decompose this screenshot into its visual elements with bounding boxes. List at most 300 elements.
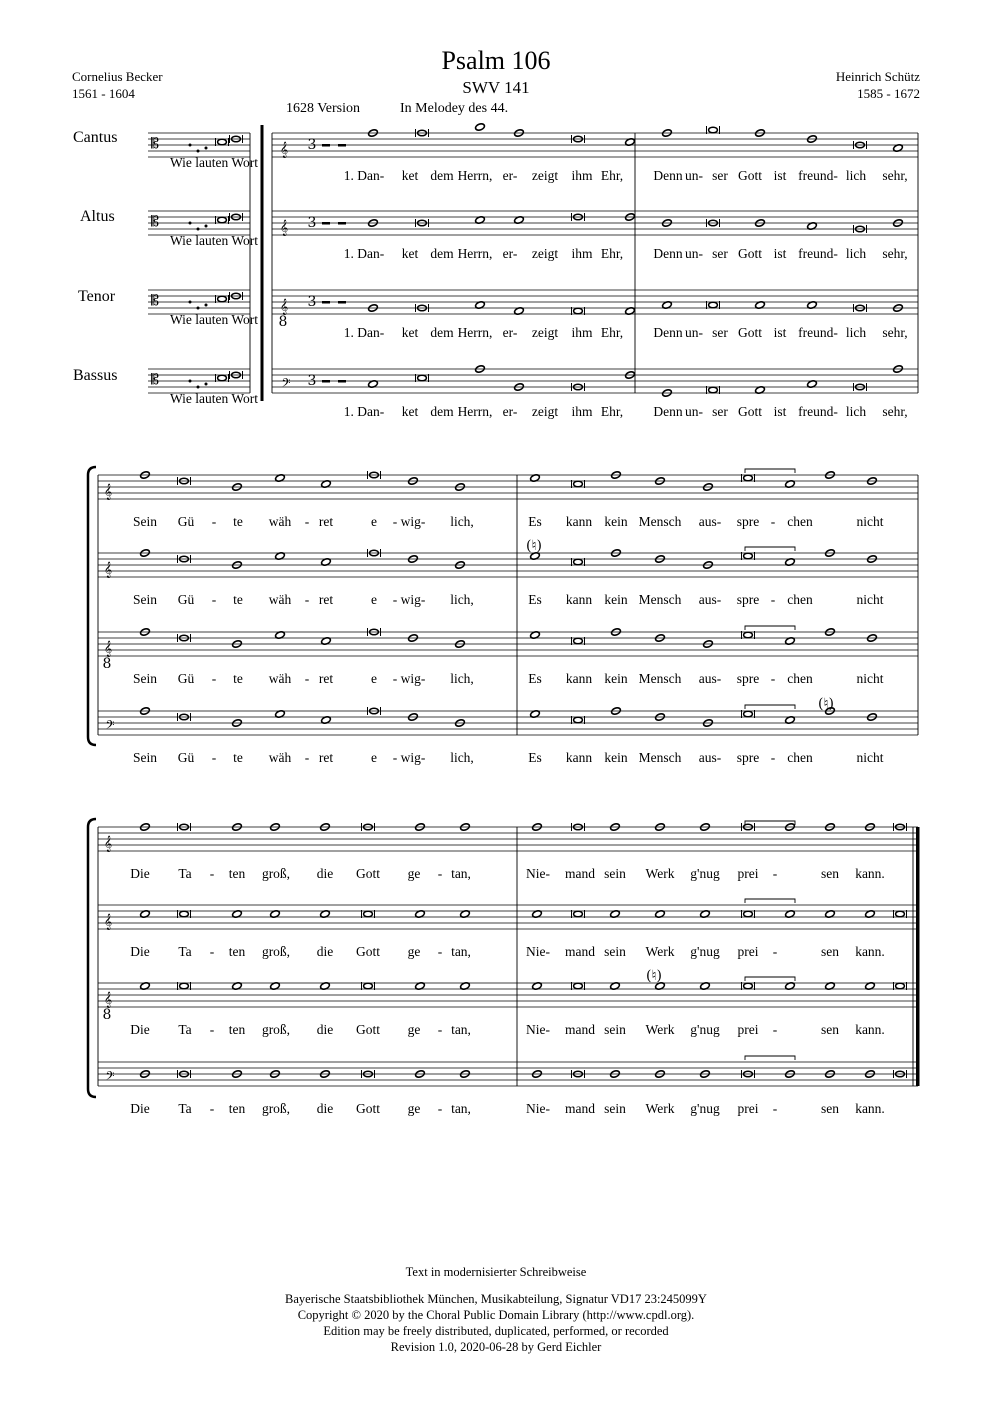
lyric-syllable: freund- bbox=[798, 246, 838, 261]
lyric-syllable: un- bbox=[685, 404, 703, 419]
incipit-note bbox=[218, 375, 227, 381]
lyric-syllable: chen bbox=[787, 592, 813, 607]
poet-name: Cornelius Becker bbox=[72, 69, 163, 84]
lyric-syllable: sein bbox=[604, 866, 626, 881]
lyric-syllable: wäh bbox=[268, 514, 292, 529]
lyric-syllable: die bbox=[316, 1022, 334, 1037]
lyric-syllable: ser bbox=[712, 325, 728, 340]
lyric-syllable: Die bbox=[130, 866, 150, 881]
footer-copyright: Copyright © 2020 by the Choral Public Domain Library (http://www.cpdl.org). bbox=[297, 1308, 695, 1322]
lyric-syllable: Gü bbox=[177, 514, 195, 529]
rest bbox=[338, 380, 346, 383]
lyric-syllable: wig- bbox=[400, 592, 426, 607]
note bbox=[418, 375, 427, 381]
lyric-syllable: sen bbox=[821, 944, 839, 959]
lyric-syllable: g'nug bbox=[690, 1022, 720, 1037]
lyric-syllable: Mensch bbox=[638, 671, 682, 686]
lyric-syllable: spre bbox=[736, 514, 760, 529]
lyric-syllable: e bbox=[371, 671, 377, 686]
lyric-syllable: Sein bbox=[132, 514, 158, 529]
lyric-syllable: Es bbox=[528, 671, 542, 686]
lyric-syllable: Die bbox=[130, 1101, 150, 1116]
lyric-syllable: nicht bbox=[856, 750, 884, 765]
incipit-caption: Wie lauten Wort bbox=[169, 155, 259, 170]
voice-name-tenor: Tenor bbox=[78, 288, 116, 305]
lyric-syllable: Gü bbox=[177, 592, 195, 607]
editorial-accidental: (♮) bbox=[646, 968, 662, 984]
lyric-syllable: freund- bbox=[798, 325, 838, 340]
lyric-syllable: kein bbox=[604, 750, 628, 765]
bass-clef-icon: 𝄢 bbox=[281, 377, 291, 393]
lyric-syllable: die bbox=[316, 866, 334, 881]
lyric-syllable: nicht bbox=[856, 592, 884, 607]
lyric-syllable: - bbox=[437, 1101, 443, 1116]
note bbox=[574, 308, 583, 314]
lyric-syllable: Nie- bbox=[526, 1101, 550, 1116]
lyric-syllable: un- bbox=[685, 168, 703, 183]
footer-source: Bayerische Staatsbibliothek München, Musikabteilung, Signatur VD17 23:245099Y bbox=[285, 1292, 707, 1306]
lyric-syllable: e bbox=[371, 750, 377, 765]
lyric-syllable: - bbox=[392, 514, 398, 529]
lyric-syllable: kein bbox=[604, 671, 628, 686]
note bbox=[180, 983, 189, 989]
lyric-syllable: mand bbox=[565, 1101, 595, 1116]
lyric-syllable: er- bbox=[502, 246, 518, 261]
lyric-syllable: un- bbox=[685, 325, 703, 340]
lyric-syllable: ist bbox=[773, 404, 787, 419]
lyric-syllable: ket bbox=[401, 325, 419, 340]
note bbox=[574, 911, 583, 917]
incipit-neume bbox=[205, 383, 208, 386]
lyric-syllable: 1. Dan- bbox=[343, 168, 385, 183]
lyric-syllable: te bbox=[233, 592, 243, 607]
lyric-syllable: Herrn, bbox=[457, 246, 493, 261]
lyric-syllable: Die bbox=[130, 1022, 150, 1037]
lyric-syllable: te bbox=[233, 750, 243, 765]
incipit-caption: Wie lauten Wort bbox=[169, 391, 259, 406]
bass-clef-icon: 𝄢 bbox=[105, 1070, 115, 1086]
lyric-syllable: ret bbox=[318, 592, 334, 607]
lyric-syllable: 1. Dan- bbox=[343, 404, 385, 419]
lyric-syllable: sehr, bbox=[882, 325, 908, 340]
treble-clef-icon: 𝄞 bbox=[103, 914, 113, 930]
lyric-syllable: Ehr, bbox=[600, 404, 624, 419]
lyric-syllable: Ta bbox=[178, 944, 192, 959]
rest bbox=[322, 222, 330, 225]
lyric-syllable: Gott bbox=[355, 1022, 381, 1037]
lyric-syllable: ihm bbox=[571, 404, 593, 419]
voice-name-cantus: Cantus bbox=[73, 129, 118, 146]
lyric-syllable: - bbox=[304, 592, 310, 607]
editorial-accidental: (♮) bbox=[526, 538, 542, 554]
lyric-syllable: sehr, bbox=[882, 404, 908, 419]
lyric-syllable: ge bbox=[407, 944, 421, 959]
lyric-syllable: ist bbox=[773, 246, 787, 261]
lyric-syllable: Werk bbox=[645, 944, 675, 959]
lyric-syllable: spre bbox=[736, 671, 760, 686]
lyric-syllable: - bbox=[437, 1022, 443, 1037]
lyric-syllable: ihm bbox=[571, 168, 593, 183]
lyric-syllable: Gott bbox=[737, 325, 763, 340]
lyric-syllable: Es bbox=[528, 592, 542, 607]
ligature-bracket bbox=[745, 899, 795, 903]
incipit-note bbox=[218, 296, 227, 302]
lyric-syllable: 1. Dan- bbox=[343, 246, 385, 261]
lyric-syllable: ket bbox=[401, 168, 419, 183]
lyric-syllable: Denn bbox=[653, 325, 683, 340]
lyric-syllable: un- bbox=[685, 246, 703, 261]
lyric-syllable: - bbox=[772, 1022, 778, 1037]
time-signature: 3 bbox=[307, 373, 317, 389]
lyric-syllable: Denn bbox=[653, 246, 683, 261]
c-clef-icon: 𝄡 bbox=[151, 293, 159, 309]
lyric-syllable: - bbox=[211, 514, 217, 529]
lyric-syllable: - bbox=[770, 514, 776, 529]
lyric-syllable: ket bbox=[401, 404, 419, 419]
lyric-syllable: wäh bbox=[268, 671, 292, 686]
lyric-syllable: aus- bbox=[698, 671, 722, 686]
lyric-syllable: chen bbox=[787, 671, 813, 686]
lyric-syllable: groß, bbox=[261, 866, 291, 881]
lyric-syllable: groß, bbox=[261, 1022, 291, 1037]
note bbox=[896, 983, 905, 989]
lyric-syllable: Es bbox=[528, 750, 542, 765]
lyric-syllable: er- bbox=[502, 404, 518, 419]
treble-clef-icon: 𝄞 bbox=[279, 299, 289, 315]
lyric-syllable: Die bbox=[130, 944, 150, 959]
lyric-syllable: Mensch bbox=[638, 592, 682, 607]
lyric-syllable: Gott bbox=[355, 866, 381, 881]
lyric-syllable: - bbox=[211, 750, 217, 765]
lyric-syllable: e bbox=[371, 592, 377, 607]
lyric-syllable: prei bbox=[737, 1022, 759, 1037]
lyric-syllable: Es bbox=[528, 514, 542, 529]
lyric-syllable: ge bbox=[407, 1101, 421, 1116]
lyric-syllable: - bbox=[770, 592, 776, 607]
lyric-syllable: - bbox=[209, 1101, 215, 1116]
ligature-bracket bbox=[745, 1056, 795, 1060]
lyric-syllable: Gott bbox=[737, 168, 763, 183]
time-signature: 3 bbox=[307, 137, 317, 153]
lyric-syllable: dem bbox=[430, 168, 454, 183]
lyric-syllable: kann. bbox=[855, 1101, 885, 1116]
lyric-syllable: Mensch bbox=[638, 750, 682, 765]
treble-clef-icon: 𝄞 bbox=[279, 220, 289, 236]
time-signature: 3 bbox=[307, 294, 317, 310]
lyric-syllable: kann bbox=[565, 671, 593, 686]
lyric-syllable: g'nug bbox=[690, 1101, 720, 1116]
ligature-bracket bbox=[745, 977, 795, 981]
lyric-syllable: tan, bbox=[451, 1101, 471, 1116]
lyric-syllable: Ehr, bbox=[600, 168, 624, 183]
lyric-syllable: - bbox=[392, 671, 398, 686]
lyric-syllable: te bbox=[233, 514, 243, 529]
lyric-syllable: g'nug bbox=[690, 944, 720, 959]
lyric-syllable: g'nug bbox=[690, 866, 720, 881]
ligature-bracket bbox=[745, 705, 795, 709]
lyric-syllable: Sein bbox=[132, 750, 158, 765]
lyric-syllable: Nie- bbox=[526, 1022, 550, 1037]
lyric-syllable: - bbox=[211, 592, 217, 607]
lyric-syllable: Ehr, bbox=[600, 325, 624, 340]
lyric-syllable: ten bbox=[228, 866, 246, 881]
lyric-syllable: - bbox=[772, 944, 778, 959]
lyric-syllable: ser bbox=[712, 246, 728, 261]
incipit-note bbox=[218, 217, 227, 223]
lyric-syllable: aus- bbox=[698, 750, 722, 765]
lyric-syllable: lich bbox=[845, 325, 867, 340]
lyric-syllable: die bbox=[316, 1101, 334, 1116]
lyric-syllable: Werk bbox=[645, 1101, 675, 1116]
lyric-syllable: Nie- bbox=[526, 866, 550, 881]
lyric-syllable: spre bbox=[736, 750, 760, 765]
lyric-syllable: prei bbox=[737, 1101, 759, 1116]
incipit-neume bbox=[197, 150, 200, 153]
lyric-syllable: - bbox=[392, 750, 398, 765]
note bbox=[744, 475, 753, 481]
note bbox=[574, 559, 583, 565]
lyric-syllable: lich, bbox=[450, 592, 474, 607]
lyric-syllable: Ehr, bbox=[600, 246, 624, 261]
lyric-syllable: groß, bbox=[261, 944, 291, 959]
lyric-syllable: tan, bbox=[451, 1022, 471, 1037]
lyric-syllable: lich, bbox=[450, 671, 474, 686]
treble-clef-icon: 𝄞 bbox=[103, 562, 113, 578]
composer-dates: 1585 - 1672 bbox=[857, 86, 920, 101]
note bbox=[744, 711, 753, 717]
lyric-syllable: lich bbox=[845, 404, 867, 419]
lyric-syllable: ten bbox=[228, 1101, 246, 1116]
lyric-syllable: sein bbox=[604, 944, 626, 959]
lyric-syllable: Denn bbox=[653, 168, 683, 183]
lyric-syllable: mand bbox=[565, 1022, 595, 1037]
rest bbox=[322, 144, 330, 147]
voice-name-altus: Altus bbox=[80, 208, 115, 225]
incipit-note bbox=[218, 139, 227, 145]
lyric-syllable: kann bbox=[565, 750, 593, 765]
lyric-syllable: dem bbox=[430, 404, 454, 419]
note bbox=[744, 983, 753, 989]
lyric-syllable: - bbox=[772, 1101, 778, 1116]
note bbox=[574, 481, 583, 487]
incipit-neume bbox=[189, 144, 192, 147]
time-signature: 3 bbox=[307, 215, 317, 231]
lyric-syllable: wig- bbox=[400, 514, 426, 529]
lyric-syllable: e bbox=[371, 514, 377, 529]
treble-clef-icon: 𝄞 bbox=[103, 992, 113, 1008]
lyric-syllable: aus- bbox=[698, 592, 722, 607]
lyric-syllable: Mensch bbox=[638, 514, 682, 529]
lyric-syllable: spre bbox=[736, 592, 760, 607]
lyric-syllable: wig- bbox=[400, 671, 426, 686]
c-clef-icon: 𝄡 bbox=[151, 214, 159, 230]
lyric-syllable: sehr, bbox=[882, 168, 908, 183]
rest bbox=[322, 380, 330, 383]
lyric-syllable: - bbox=[437, 944, 443, 959]
lyric-syllable: Gott bbox=[737, 404, 763, 419]
lyric-syllable: ser bbox=[712, 168, 728, 183]
note bbox=[574, 983, 583, 989]
incipit-neume bbox=[189, 222, 192, 225]
lyric-syllable: kann. bbox=[855, 866, 885, 881]
incipit-neume bbox=[189, 380, 192, 383]
note bbox=[709, 302, 718, 308]
lyric-syllable: kein bbox=[604, 592, 628, 607]
treble-clef-icon: 𝄞 bbox=[103, 641, 113, 657]
lyric-syllable: ket bbox=[401, 246, 419, 261]
lyric-syllable: Ta bbox=[178, 1022, 192, 1037]
lyric-syllable: tan, bbox=[451, 866, 471, 881]
lyric-syllable: - bbox=[437, 866, 443, 881]
lyric-syllable: 1. Dan- bbox=[343, 325, 385, 340]
note bbox=[364, 983, 373, 989]
treble-clef-icon: 𝄞 bbox=[279, 142, 289, 158]
lyric-syllable: sen bbox=[821, 866, 839, 881]
lyric-syllable: sen bbox=[821, 1022, 839, 1037]
lyric-syllable: - bbox=[209, 866, 215, 881]
lyric-syllable: Denn bbox=[653, 404, 683, 419]
page-title: Psalm 106 bbox=[441, 46, 551, 75]
system-bracket bbox=[88, 467, 96, 745]
lyric-syllable: nicht bbox=[856, 514, 884, 529]
lyric-syllable: wäh bbox=[268, 592, 292, 607]
lyric-syllable: te bbox=[233, 671, 243, 686]
c-clef-icon: 𝄡 bbox=[151, 372, 159, 388]
lyric-syllable: ge bbox=[407, 866, 421, 881]
lyric-syllable: zeigt bbox=[531, 325, 559, 340]
treble-clef-icon: 𝄞 bbox=[103, 836, 113, 852]
lyric-syllable: Werk bbox=[645, 866, 675, 881]
lyric-syllable: mand bbox=[565, 866, 595, 881]
lyric-syllable: freund- bbox=[798, 168, 838, 183]
lyric-syllable: kann. bbox=[855, 944, 885, 959]
page-subtitle: SWV 141 bbox=[462, 78, 530, 97]
lyric-syllable: prei bbox=[737, 944, 759, 959]
poet-dates: 1561 - 1604 bbox=[72, 86, 135, 101]
incipit-neume bbox=[197, 228, 200, 231]
lyric-syllable: ser bbox=[712, 404, 728, 419]
lyric-syllable: - bbox=[772, 866, 778, 881]
rest bbox=[322, 301, 330, 304]
lyric-syllable: sein bbox=[604, 1022, 626, 1037]
lyric-syllable: sein bbox=[604, 1101, 626, 1116]
lyric-syllable: - bbox=[209, 944, 215, 959]
lyric-syllable: Herrn, bbox=[457, 168, 493, 183]
c-clef-icon: 𝄡 bbox=[151, 136, 159, 152]
incipit-caption: Wie lauten Wort bbox=[169, 312, 259, 327]
lyric-syllable: lich, bbox=[450, 514, 474, 529]
lyric-syllable: ret bbox=[318, 750, 334, 765]
ligature-bracket bbox=[745, 547, 795, 551]
bass-clef-icon: 𝄢 bbox=[105, 719, 115, 735]
lyric-syllable: ge bbox=[407, 1022, 421, 1037]
note bbox=[180, 911, 189, 917]
lyric-syllable: freund- bbox=[798, 404, 838, 419]
lyric-syllable: zeigt bbox=[531, 404, 559, 419]
incipit-caption: Wie lauten Wort bbox=[169, 233, 259, 248]
lyric-syllable: Werk bbox=[645, 1022, 675, 1037]
lyric-syllable: - bbox=[392, 592, 398, 607]
lyric-syllable: mand bbox=[565, 944, 595, 959]
lyric-syllable: - bbox=[770, 671, 776, 686]
lyric-syllable: - bbox=[304, 514, 310, 529]
lyric-syllable: Gott bbox=[737, 246, 763, 261]
lyric-syllable: - bbox=[209, 1022, 215, 1037]
lyric-syllable: Nie- bbox=[526, 944, 550, 959]
incipit-neume bbox=[189, 301, 192, 304]
note bbox=[475, 123, 486, 132]
lyric-syllable: lich, bbox=[450, 750, 474, 765]
lyric-syllable: Herrn, bbox=[457, 325, 493, 340]
lyric-syllable: ist bbox=[773, 168, 787, 183]
lyric-syllable: er- bbox=[502, 168, 518, 183]
lyric-syllable: - bbox=[304, 671, 310, 686]
lyric-syllable: dem bbox=[430, 246, 454, 261]
octave-mark: 8 bbox=[102, 1007, 112, 1023]
lyric-syllable: er- bbox=[502, 325, 518, 340]
rest bbox=[338, 222, 346, 225]
footer-note: Text in modernisierter Schreibweise bbox=[405, 1265, 587, 1279]
lyric-syllable: zeigt bbox=[531, 246, 559, 261]
incipit-neume bbox=[205, 225, 208, 228]
lyric-syllable: kann. bbox=[855, 1022, 885, 1037]
lyric-syllable: chen bbox=[787, 514, 813, 529]
note bbox=[574, 638, 583, 644]
lyric-syllable: Gott bbox=[355, 944, 381, 959]
lyric-syllable: sen bbox=[821, 1101, 839, 1116]
incipit-neume bbox=[197, 307, 200, 310]
lyric-syllable: ihm bbox=[571, 246, 593, 261]
editorial-accidental: (♮) bbox=[818, 696, 834, 712]
lyric-syllable: Gü bbox=[177, 671, 195, 686]
voice-name-bassus: Bassus bbox=[73, 367, 118, 384]
lyric-syllable: prei bbox=[737, 866, 759, 881]
system-bracket bbox=[88, 819, 96, 1097]
lyric-syllable: dem bbox=[430, 325, 454, 340]
lyric-syllable: kein bbox=[604, 514, 628, 529]
lyric-syllable: ten bbox=[228, 944, 246, 959]
treble-clef-icon: 𝄞 bbox=[103, 484, 113, 500]
note bbox=[709, 127, 718, 133]
note bbox=[896, 911, 905, 917]
note bbox=[574, 717, 583, 723]
incipit-neume bbox=[205, 304, 208, 307]
lyric-syllable: - bbox=[770, 750, 776, 765]
ligature-bracket bbox=[745, 626, 795, 630]
ligature-bracket bbox=[745, 469, 795, 473]
lyric-syllable: tan, bbox=[451, 944, 471, 959]
lyric-syllable: ihm bbox=[571, 325, 593, 340]
lyric-syllable: aus- bbox=[698, 514, 722, 529]
lyric-syllable: - bbox=[304, 750, 310, 765]
lyric-syllable: Herrn, bbox=[457, 404, 493, 419]
lyric-syllable: wig- bbox=[400, 750, 426, 765]
lyric-syllable: die bbox=[316, 944, 334, 959]
lyric-syllable: lich bbox=[845, 246, 867, 261]
melody-label: In Melodey des 44. bbox=[400, 101, 509, 116]
lyric-syllable: ten bbox=[228, 1022, 246, 1037]
lyric-syllable: - bbox=[211, 671, 217, 686]
lyric-syllable: ret bbox=[318, 671, 334, 686]
rest bbox=[338, 301, 346, 304]
note bbox=[709, 387, 718, 393]
composer-name: Heinrich Schütz bbox=[835, 69, 920, 84]
lyric-syllable: ist bbox=[773, 325, 787, 340]
footer-revision: Revision 1.0, 2020-06-28 by Gerd Eichler bbox=[390, 1340, 602, 1354]
lyric-syllable: Gü bbox=[177, 750, 195, 765]
lyric-syllable: Sein bbox=[132, 671, 158, 686]
note bbox=[744, 632, 753, 638]
